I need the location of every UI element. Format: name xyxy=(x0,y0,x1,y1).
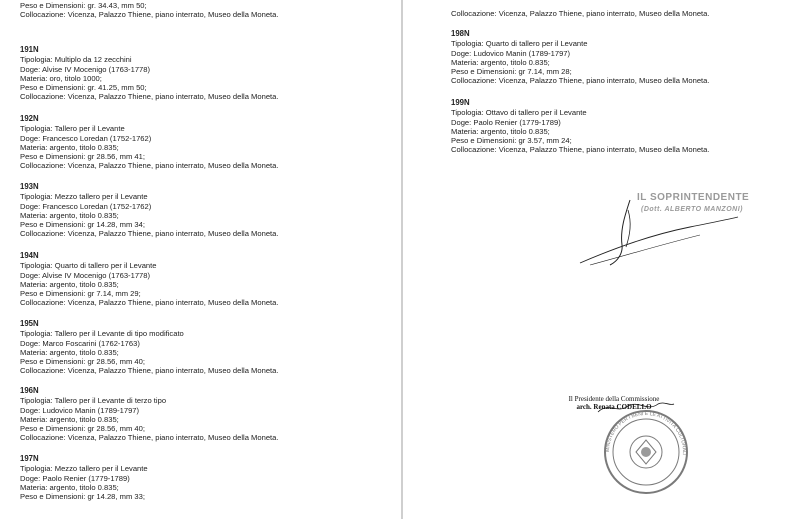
entry-doge: Doge: Alvise IV Mocenigo (1763-1778) xyxy=(20,270,151,280)
entry-id: 199N xyxy=(451,98,470,107)
right-top-continuation xyxy=(451,9,709,18)
text-line: Collocazione: Vicenza, Palazzo Thiene, piano interrato, Museo della Moneta. xyxy=(451,9,710,18)
entry-doge: Doge: Marco Foscarini (1762-1763) xyxy=(20,338,140,348)
entry-materia: Materia: argento, titolo 0.835; xyxy=(451,57,550,67)
entry-id: 198N xyxy=(451,29,470,38)
entry-doge: Doge: Ludovico Manin (1789-1797) xyxy=(20,405,140,415)
entry-id: 193N xyxy=(20,182,39,191)
entry-materia: Materia: argento, titolo 0.835; xyxy=(20,279,119,289)
entry-peso: Peso e Dimensioni: gr 7.14, mm 28; xyxy=(451,67,572,77)
entry-tipologia: Tipologia: Tallero per il Levante xyxy=(20,124,125,134)
entry-materia: Materia: oro, titolo 1000; xyxy=(20,73,102,83)
text-line: Peso e Dimensioni: gr. 34.43, mm 50; xyxy=(20,1,147,10)
page-divider xyxy=(401,0,403,519)
entry-collocazione: Collocazione: Vicenza, Palazzo Thiene, piano interrato, Museo della Moneta. xyxy=(20,366,279,376)
entry-tipologia: Tipologia: Quarto di tallero per il Levante xyxy=(451,39,588,49)
entry-materia: Materia: argento, titolo 0.835; xyxy=(20,210,119,220)
entry-peso: Peso e Dimensioni: gr 14.28, mm 33; xyxy=(20,492,145,502)
text-line: Collocazione: Vicenza, Palazzo Thiene, piano interrato, Museo della Moneta. xyxy=(20,10,279,20)
entry-peso: Peso e Dimensioni: gr 7.14, mm 29; xyxy=(20,289,141,299)
entry-doge: Doge: Ludovico Manin (1789-1797) xyxy=(451,48,571,58)
entry-materia: Materia: argento, titolo 0.835; xyxy=(20,414,119,424)
president-name: arch. Renata CODELLO xyxy=(576,403,652,411)
entry-peso: Peso e Dimensioni: gr 28.56, mm 40; xyxy=(20,424,145,434)
entry-collocazione: Collocazione: Vicenza, Palazzo Thiene, piano interrato, Museo della Moneta. xyxy=(20,298,279,308)
entry-tipologia: Tipologia: Mezzo tallero per il Levante xyxy=(20,464,148,474)
entry-collocazione: Collocazione: Vicenza, Palazzo Thiene, piano interrato, Museo della Moneta. xyxy=(20,433,279,443)
entry-doge: Doge: Francesco Loredan (1752-1762) xyxy=(20,201,152,211)
entry-tipologia: Tipologia: Tallero per il Levante di terzo tipo xyxy=(20,396,167,406)
entry-id: 191N xyxy=(20,45,39,54)
entry-collocazione: Collocazione: Vicenza, Palazzo Thiene, piano interrato, Museo della Moneta. xyxy=(451,76,710,86)
soprintendente-stamp-name: (Dott. ALBERTO MANZONI) xyxy=(641,206,743,213)
entry-194n xyxy=(20,251,278,308)
entry-collocazione: Collocazione: Vicenza, Palazzo Thiene, piano interrato, Museo della Moneta. xyxy=(451,145,710,155)
entry-materia: Materia: argento, titolo 0.835; xyxy=(20,142,119,152)
entry-191n xyxy=(20,45,278,102)
entry-id: 196N xyxy=(20,386,39,395)
entry-peso: Peso e Dimensioni: gr 14.28, mm 34; xyxy=(20,220,145,230)
entry-id: 195N xyxy=(20,319,39,328)
right-page xyxy=(404,0,788,519)
left-top-continuation xyxy=(20,1,278,20)
entry-collocazione: Collocazione: Vicenza, Palazzo Thiene, piano interrato, Museo della Moneta. xyxy=(20,92,279,102)
entry-193n xyxy=(20,182,278,239)
entry-tipologia: Tipologia: Mezzo tallero per il Levante xyxy=(20,192,148,202)
entry-peso: Peso e Dimensioni: gr 28.56, mm 40; xyxy=(20,357,145,367)
entry-collocazione: Collocazione: Vicenza, Palazzo Thiene, piano interrato, Museo della Moneta. xyxy=(20,161,279,171)
entry-doge: Doge: Alvise IV Mocenigo (1763-1778) xyxy=(20,64,151,74)
entry-tipologia: Tipologia: Tallero per il Levante di tipo modificato xyxy=(20,329,184,339)
entry-doge: Doge: Paolo Renier (1779-1789) xyxy=(451,117,561,127)
soprintendente-stamp-title: IL SOPRINTENDENTE xyxy=(637,192,750,203)
entry-196n xyxy=(20,386,278,443)
entry-192n xyxy=(20,114,278,171)
entry-tipologia: Tipologia: Ottavo di tallero per il Levante xyxy=(451,108,587,118)
entry-materia: Materia: argento, titolo 0.835; xyxy=(20,347,119,357)
entry-198n xyxy=(451,29,709,86)
entry-tipologia: Tipologia: Multiplo da 12 zecchini xyxy=(20,55,132,65)
entry-peso: Peso e Dimensioni: gr. 41.25, mm 50; xyxy=(20,83,147,93)
entry-peso: Peso e Dimensioni: gr 28.56, mm 41; xyxy=(20,152,145,162)
entry-id: 194N xyxy=(20,251,39,260)
ministry-seal-icon xyxy=(602,408,690,496)
entry-199n xyxy=(451,98,709,155)
signature-soprintendente xyxy=(570,195,740,270)
entry-doge: Doge: Francesco Loredan (1752-1762) xyxy=(20,133,152,143)
entry-id: 192N xyxy=(20,114,39,123)
entry-peso: Peso e Dimensioni: gr 3.57, mm 24; xyxy=(451,136,572,146)
president-title: Il Presidente della Commissione xyxy=(568,395,660,403)
entry-doge: Doge: Paolo Renier (1779-1789) xyxy=(20,473,130,483)
entry-materia: Materia: argento, titolo 0.835; xyxy=(20,482,119,492)
entry-materia: Materia: argento, titolo 0.835; xyxy=(451,126,550,136)
entry-id: 197N xyxy=(20,454,39,463)
entry-197n xyxy=(20,454,148,501)
entry-tipologia: Tipologia: Quarto di tallero per il Levante xyxy=(20,261,157,271)
entry-collocazione: Collocazione: Vicenza, Palazzo Thiene, piano interrato, Museo della Moneta. xyxy=(20,229,279,239)
seal-text-path: MINISTERO PER I BENI E LE ATTIVITÀ CULTURALI xyxy=(604,410,688,456)
entry-195n xyxy=(20,319,278,376)
